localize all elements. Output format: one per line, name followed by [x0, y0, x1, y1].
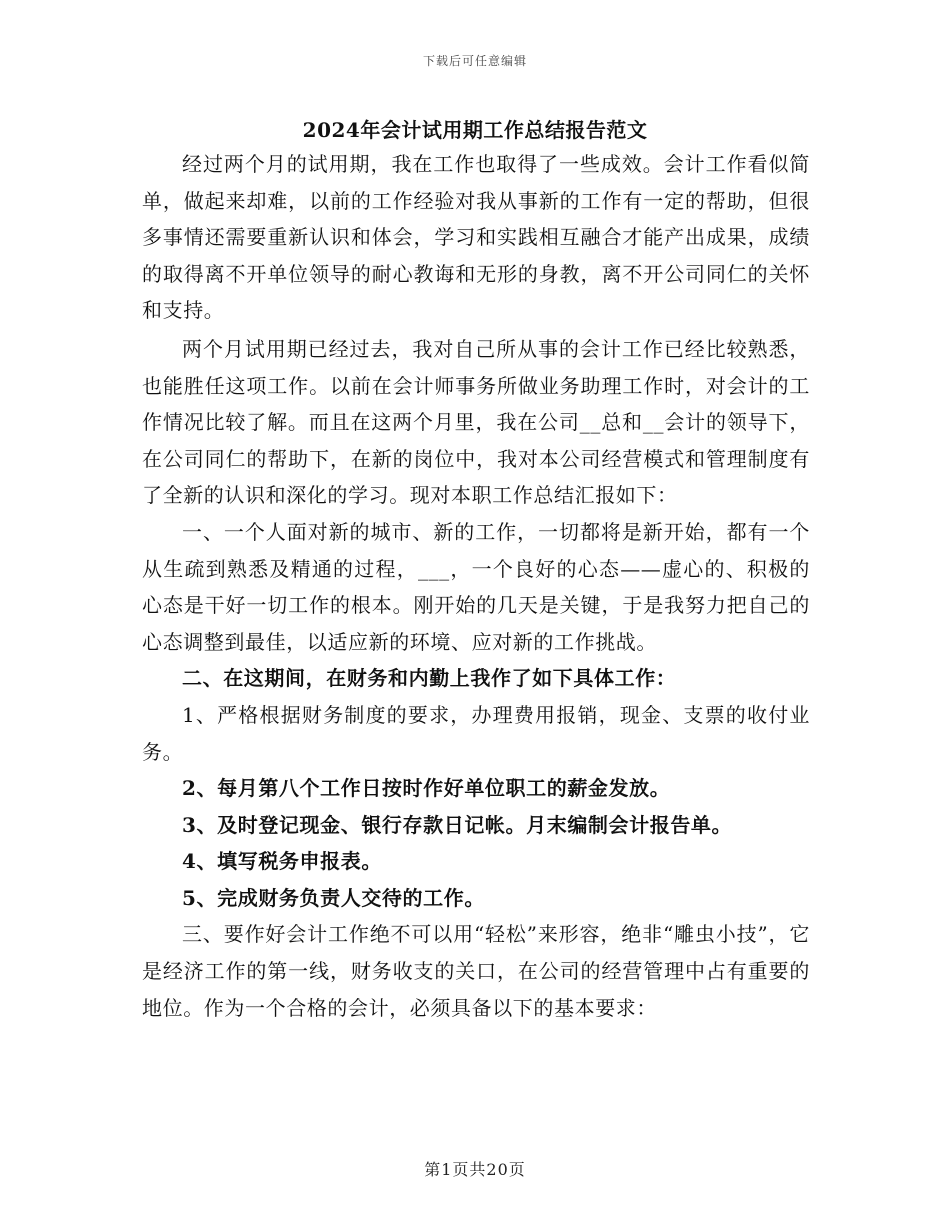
list-item-1: 1、严格根据财务制度的要求，办理费用报销，现金、支票的收付业务。 [142, 702, 810, 764]
list-item-5: 5、完成财务负责人交待的工作。 [182, 885, 485, 910]
paragraph-section-two-heading: 二、在这期间，在财务和内勤上我作了如下具体工作： [182, 666, 677, 691]
page-number: 第1页共20页 [424, 1160, 526, 1179]
paragraph-section-one: 一、一个人面对新的城市、新的工作，一切都将是新开始，都有一个从生疏到熟悉及精通的过程，___，一个良好的心态——虚心的、积极的心态是干好一切工作的根本。刚开始的几天是关键，于是我努力把自己的心态调整到最佳，以适应新的环境、应对新的工作挑战。 [142, 519, 810, 654]
paragraph-section-three: 三、要作好会计工作绝不可以用“轻松”来形容，绝非“雕虫小技”，它是经济工作的第一线，财务收支的关口，在公司的经营管理中占有重要的地位。作为一个合格的会计，必须具备以下的基本要求： [142, 922, 810, 1020]
document-body [142, 146, 810, 1026]
list-item-4: 4、填写税务申报表。 [182, 849, 382, 874]
paragraph-familiarity: 两个月试用期已经过去，我对自己所从事的会计工作已经比较熟悉，也能胜任这项工作。以前在会计师事务所做业务助理工作时，对会计的工作情况比较了解。而且在这两个月里，我在公司__总和__会计的领导下，在公司同仁的帮助下，在新的岗位中，我对本公司经营模式和管理制度有了全新的认识和深化的学习。现对本职工作总结汇报如下： [142, 336, 810, 508]
list-item-2: 2、每月第八个工作日按时作好单位职工的薪金发放。 [182, 776, 671, 801]
list-item-3: 3、及时登记现金、银行存款日记帐。月末编制会计报告单。 [182, 812, 733, 837]
document-title: 2024年会计试用期工作总结报告范文 [302, 118, 648, 142]
paragraph-intro: 经过两个月的试用期，我在工作也取得了一些成效。会计工作看似简单，做起来却难，以前的工作经验对我从事新的工作有一定的帮助，但很多事情还需要重新认识和体会，学习和实践相互融合才能产出成果，成绩的取得离不开单位领导的耐心教诲和无形的身教，离不开公司同仁的关怀和支持。 [142, 152, 810, 323]
header-note: 下载后可任意编辑 [422, 54, 527, 68]
